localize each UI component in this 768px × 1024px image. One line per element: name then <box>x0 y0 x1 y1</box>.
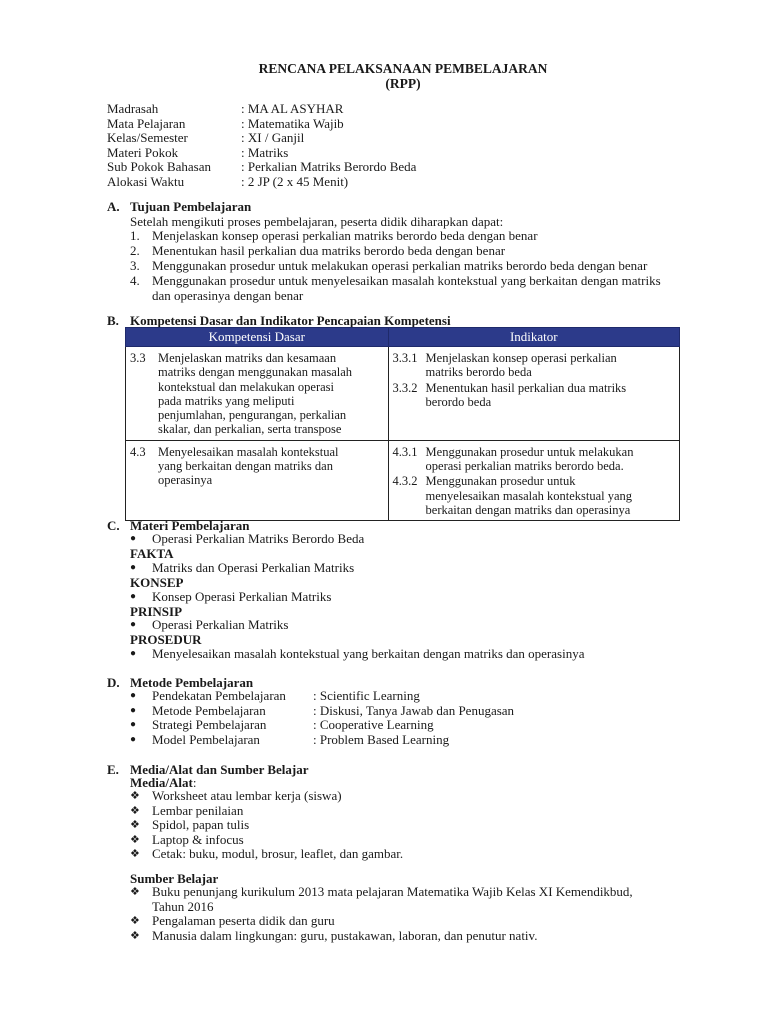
kd-cell: 3.3 Menjelaskan matriks dan kesamaan matriks dengan menggunakan masalah kontekstual dan melakukan operasi pada matriks yang meliputi penjumlahan, pengurangan, perkalian skalar, dan perkalian, serta transpose <box>126 347 389 441</box>
list-item: 4. Menggunakan prosedur untuk menyelesaikan masalah kontekstual yang berkaitan dengan matriks <box>130 273 661 288</box>
list-item-continued: dan operasinya dengan benar <box>152 288 304 303</box>
diamond-bullet-icon: ❖ <box>130 819 140 831</box>
sumber-label: Sumber Belajar <box>130 871 219 886</box>
section-e-heading: E. Media/Alat dan Sumber Belajar <box>107 762 309 777</box>
diamond-bullet-icon: ❖ <box>130 790 140 802</box>
bullet-icon: ● <box>130 533 137 544</box>
fakta-label: FAKTA <box>130 546 174 561</box>
document-subtitle: (RPP) <box>385 76 421 91</box>
diamond-bullet-icon: ❖ <box>130 833 140 846</box>
list-item: ❖ Lembar penilaian <box>130 802 244 818</box>
list-item: ● Strategi Pembelajaran : Cooperative Learning <box>130 717 434 732</box>
list-item: ● Menyelesaikan masalah kontekstual yang berkaitan dengan matriks dan operasinya <box>130 646 585 661</box>
bullet-icon: ● <box>130 591 137 602</box>
bullet-icon: ● <box>130 690 137 701</box>
table-row <box>126 347 680 441</box>
indicator-cell: 4.3.1 Menggunakan prosedur untuk melakukan operasi perkalian matriks berordo beda. 4.3.2 Menggunakan prosedur untuk menyelesaikan masalah kontekstual yang berkaitan dengan matriks dan operasinya <box>388 440 679 520</box>
media-list <box>130 789 700 862</box>
identity-row: Alokasi Waktu : 2 JP (2 x 45 Menit) <box>107 173 349 189</box>
list-item: ● Matriks dan Operasi Perkalian Matriks <box>130 560 355 575</box>
section-d-heading: D. Metode Pembelajaran <box>107 675 254 690</box>
list-item: 3. Menggunakan prosedur untuk melakukan operasi perkalian matriks berordo beda dengan benar <box>130 258 648 273</box>
list-item: ❖ Laptop & infocus <box>130 831 244 847</box>
list-item: ❖ Spidol, papan tulis <box>130 817 250 832</box>
list-item: ● Metode Pembelajaran : Diskusi, Tanya Jawab dan Penugasan <box>130 702 515 718</box>
diamond-bullet-icon: ❖ <box>130 915 140 927</box>
indicator-cell: 3.3.1 Menjelaskan konsep operasi perkalian matriks berordo beda 3.3.2 Menentukan hasil perkalian dua matriks berordo beda <box>388 347 679 441</box>
identity-row: Materi Pokok : Matriks <box>107 144 289 160</box>
list-item: ❖ Cetak: buku, modul, brosur, leaflet, dan gambar. <box>130 846 404 861</box>
list-item: ❖ Worksheet atau lembar kerja (siswa) <box>130 788 342 803</box>
list-item: ● Model Pembelajaran : Problem Based Learning <box>130 731 450 747</box>
column-header-kd: Kompetensi Dasar <box>126 328 389 347</box>
objectives-list <box>130 228 661 303</box>
diamond-bullet-icon: ❖ <box>130 804 140 817</box>
diamond-bullet-icon: ❖ <box>130 886 140 898</box>
document-title: RENCANA PELAKSANAAN PEMBELAJARAN <box>258 61 548 76</box>
list-item: ● Operasi Perkalian Matriks <box>130 617 289 632</box>
bullet-icon: ● <box>130 733 137 745</box>
list-item: ❖ Buku penunjang kurikulum 2013 mata pelajaran Matematika Wajib Kelas XI Kemendikbud, <box>130 884 633 899</box>
list-item: 2. Menentukan hasil perkalian dua matriks berordo beda dengan benar <box>130 243 506 258</box>
list-item: ● Operasi Perkalian Matriks Berordo Beda <box>130 531 365 546</box>
bullet-icon: ● <box>130 619 137 630</box>
bullet-icon: ● <box>130 704 137 716</box>
identity-row: Sub Pokok Bahasan : Perkalian Matriks Berordo Beda <box>107 159 417 175</box>
identity-block <box>107 102 416 190</box>
list-item: 1. Menjelaskan konsep operasi perkalian matriks berordo beda dengan benar <box>130 228 538 243</box>
column-header-indikator: Indikator <box>388 328 679 347</box>
materi-list <box>130 532 364 547</box>
bullet-icon: ● <box>130 719 137 730</box>
list-item-continued: Tahun 2016 <box>152 898 214 914</box>
bullet-icon: ● <box>130 562 137 573</box>
identity-row: Madrasah : MA AL ASYHAR <box>107 101 344 116</box>
section-a-heading: A. Tujuan Pembelajaran <box>107 199 252 214</box>
table-row <box>126 440 680 520</box>
diamond-bullet-icon: ❖ <box>130 929 140 942</box>
diamond-bullet-icon: ❖ <box>130 848 140 860</box>
prosedur-label: PROSEDUR <box>130 632 202 647</box>
section-c-heading: C. Materi Pembelajaran <box>107 518 250 533</box>
list-item: ❖ Manusia dalam lingkungan: guru, pustakawan, laboran, dan penutur nativ. <box>130 927 538 943</box>
identity-row: Kelas/Semester : XI / Ganjil <box>107 130 305 146</box>
list-item: ❖ Pengalaman peserta didik dan guru <box>130 913 335 928</box>
metode-list <box>130 689 514 747</box>
identity-row: Mata Pelajaran : Matematika Wajib <box>107 115 344 131</box>
media-label: Media/Alat: <box>130 775 197 790</box>
bullet-icon: ● <box>130 648 137 659</box>
list-item: ● Konsep Operasi Perkalian Matriks <box>130 589 332 604</box>
sumber-list <box>130 885 700 943</box>
prinsip-label: PRINSIP <box>130 604 183 619</box>
section-a-intro: Setelah mengikuti proses pembelajaran, peserta didik diharapkan dapat: <box>130 214 504 229</box>
competency-table <box>125 327 680 521</box>
section-b-heading: B. Kompetensi Dasar dan Indikator Pencapaian Kompetensi <box>107 313 451 328</box>
table-header-row <box>126 328 680 347</box>
kd-cell: 4.3 Menyelesaikan masalah kontekstual yang berkaitan dengan matriks dan operasinya <box>126 440 389 520</box>
list-item: ● Pendekatan Pembelajaran : Scientific Learning <box>130 688 420 703</box>
konsep-label: KONSEP <box>130 575 184 590</box>
